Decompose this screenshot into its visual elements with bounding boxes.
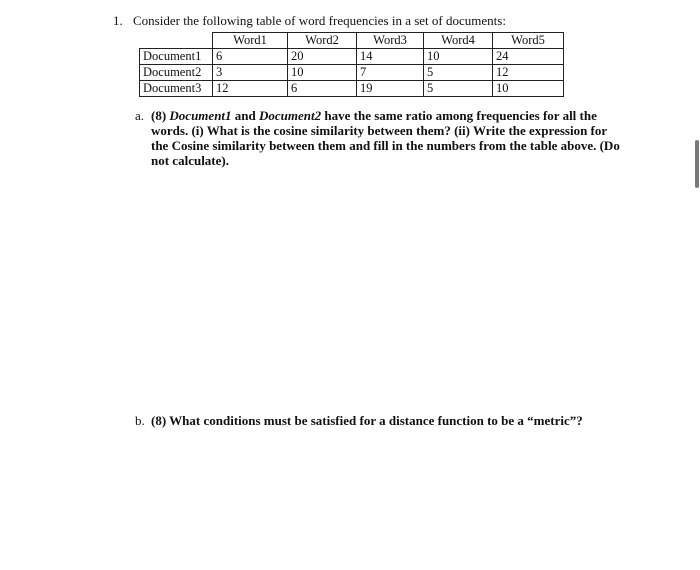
table-cell: 12 [213, 81, 288, 97]
part-a-points: (8) [151, 108, 167, 123]
row-header: Document3 [140, 81, 213, 97]
table-cell: 5 [424, 81, 493, 97]
part-a-and: and [234, 108, 256, 123]
row-header: Document2 [140, 65, 213, 81]
part-a-doc2: Document2 [259, 108, 322, 123]
column-header: Word5 [493, 33, 564, 49]
table-cell: 3 [213, 65, 288, 81]
vertical-scrollbar[interactable] [695, 140, 699, 188]
table-header-row [140, 33, 564, 49]
part-b-label: b. [135, 413, 145, 428]
question-number: 1. [113, 13, 123, 28]
table-row [140, 81, 564, 97]
question-intro: Consider the following table of word frequencies in a set of documents: [133, 13, 506, 28]
column-header: Word3 [357, 33, 424, 49]
table-cell: 12 [493, 65, 564, 81]
table-row [140, 65, 564, 81]
column-header: Word4 [424, 33, 493, 49]
table-cell: 5 [424, 65, 493, 81]
table-cell: 6 [288, 81, 357, 97]
column-header: Word2 [288, 33, 357, 49]
part-a-rest: have the same ratio among frequencies for all the words. (i) What is the cosine similarity between them? (ii) Write the expression for the Cosine similarity between them and fill in the numbers from the table above. (Do not calculate). [151, 108, 620, 168]
table-cell: 19 [357, 81, 424, 97]
table-cell: 24 [493, 49, 564, 65]
table-row [140, 49, 564, 65]
part-a-label: a. [135, 108, 145, 123]
table-cell: 14 [357, 49, 424, 65]
part-a-doc1: Document1 [169, 108, 232, 123]
table-cell: 10 [493, 81, 564, 97]
part-b-question: (8) What conditions must be satisfied for a distance function to be a “metric”? [151, 413, 583, 428]
table-cell: 10 [424, 49, 493, 65]
frequency-table [139, 32, 564, 97]
table-cell: 20 [288, 49, 357, 65]
part-a-question [151, 108, 621, 168]
table-cell: 7 [357, 65, 424, 81]
row-header: Document1 [140, 49, 213, 65]
table-cell: 6 [213, 49, 288, 65]
table-cell: 10 [288, 65, 357, 81]
column-header: Word1 [213, 33, 288, 49]
table-corner-cell [140, 33, 213, 49]
